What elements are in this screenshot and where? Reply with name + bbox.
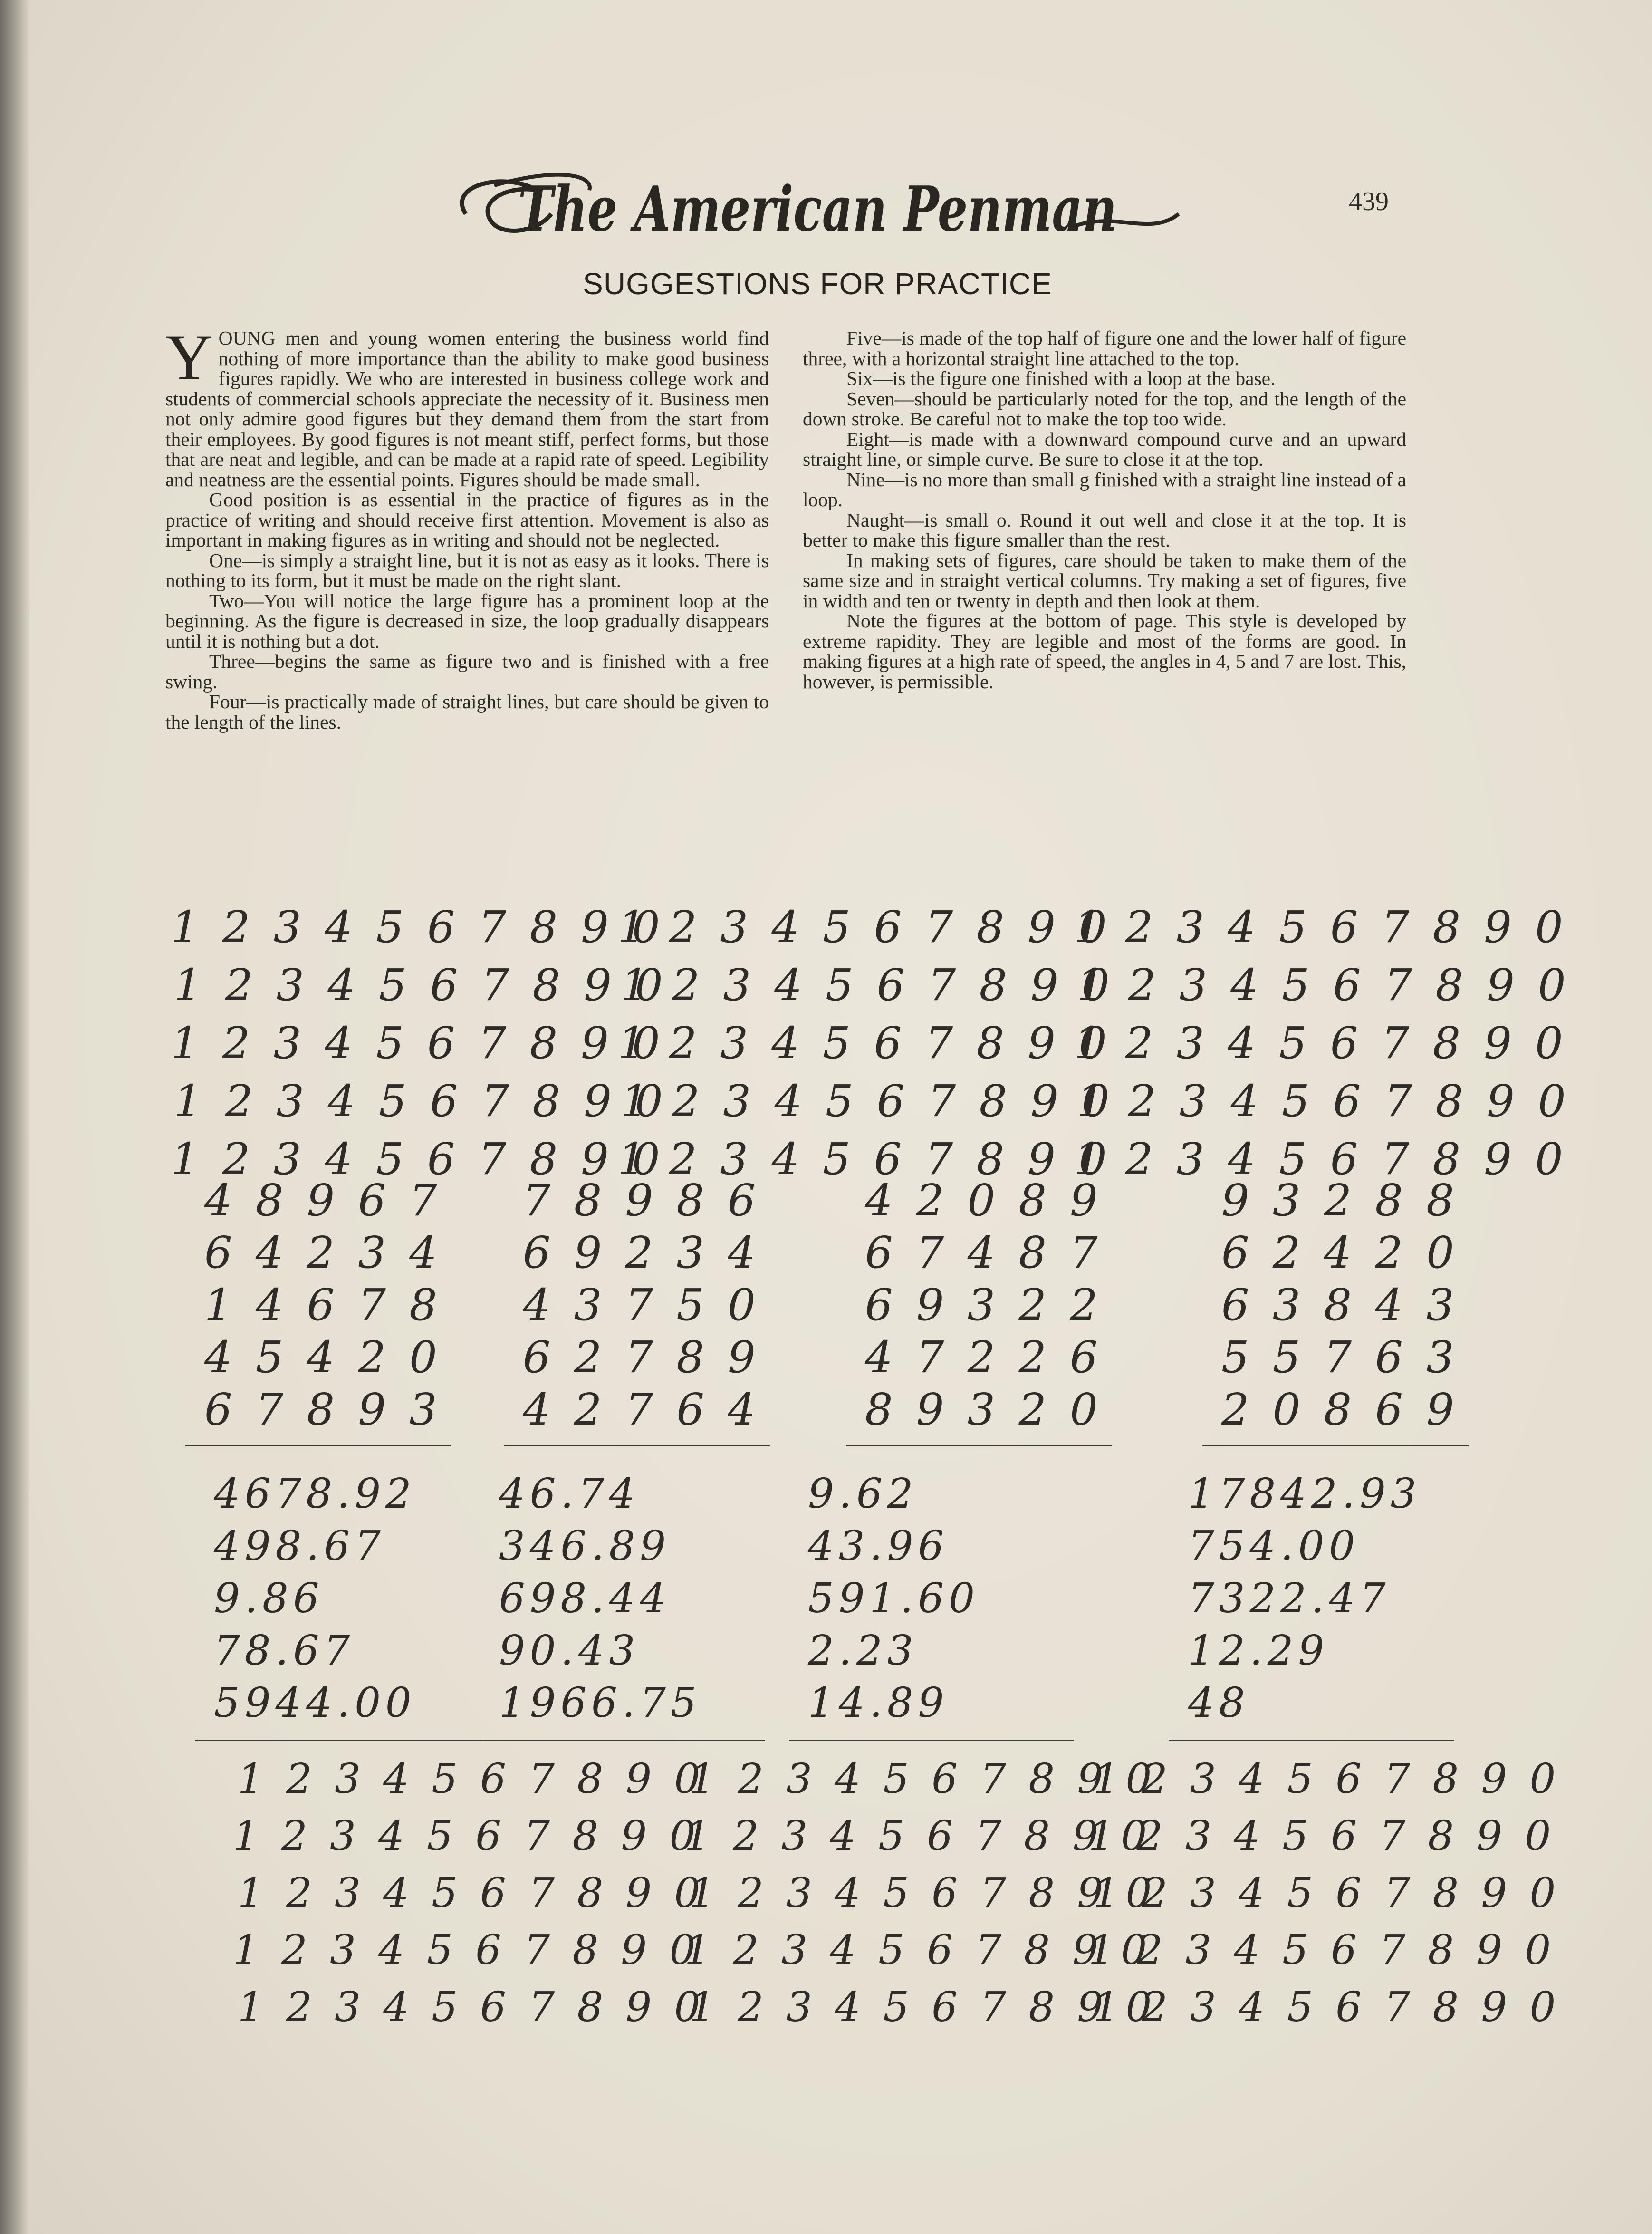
decimal-addend: 498.67 xyxy=(214,1522,385,1570)
sum-underline xyxy=(1202,1445,1469,1446)
addend: 5 5 7 6 3 xyxy=(1221,1332,1459,1383)
addend: 6 7 4 8 7 xyxy=(865,1227,1103,1278)
decimal-addend: 591.60 xyxy=(808,1575,980,1622)
sum-underline xyxy=(846,1445,1112,1446)
paragraph: Nine—is no more than small g finished with a straight line instead of a loop. xyxy=(803,468,1406,510)
addend: 4 8 9 6 7 xyxy=(204,1175,442,1226)
addend: 6 9 3 2 2 xyxy=(865,1280,1103,1330)
digit-row: 1 2 3 4 5 6 7 8 9 0 xyxy=(174,1076,668,1127)
digit-row: 1 2 3 4 5 6 7 8 9 0 xyxy=(1077,1076,1571,1127)
paragraph: Six—is the figure one finished with a loop at the base. xyxy=(846,367,1276,389)
addend: 9 3 2 8 8 xyxy=(1221,1175,1459,1226)
sum-underline xyxy=(480,1740,765,1741)
book-spine xyxy=(0,0,29,2234)
digit-row: 1 2 3 4 5 6 7 8 9 0 xyxy=(618,1018,1112,1069)
addend: 6 9 2 3 4 xyxy=(523,1227,760,1278)
drop-cap: Y xyxy=(165,321,213,394)
addend: 7 8 9 8 6 xyxy=(523,1175,760,1226)
decimal-addend: 17842.93 xyxy=(1188,1470,1421,1518)
rapid-digit-row: 1 2 3 4 5 6 7 8 9 0 xyxy=(684,1812,1152,1860)
sum-underline xyxy=(185,1445,451,1446)
decimal-total: 5944.00 xyxy=(214,1679,416,1727)
digit-row: 1 2 3 4 5 6 7 8 9 0 xyxy=(621,960,1114,1011)
rapid-digit-row: 1 2 3 4 5 6 7 8 9 0 xyxy=(233,1812,701,1860)
digit-row: 1 2 3 4 5 6 7 8 9 0 xyxy=(174,960,668,1011)
addend: 6 3 8 4 3 xyxy=(1221,1280,1459,1330)
sum-total: 8 9 3 2 0 xyxy=(865,1384,1103,1435)
paragraph: One—is simply a straight line, but it is not as easy as it looks. There is nothing to its form, but it must be made on the right slant. xyxy=(165,549,769,591)
addend: 1 4 6 7 8 xyxy=(204,1280,442,1330)
sum-total: 6 7 8 9 3 xyxy=(204,1384,442,1435)
decimal-addend: 12.29 xyxy=(1188,1627,1329,1675)
addend: 6 4 2 3 4 xyxy=(204,1227,442,1278)
masthead-logo xyxy=(437,157,1198,261)
digit-row: 1 2 3 4 5 6 7 8 9 0 xyxy=(171,1134,665,1184)
digit-row: 1 2 3 4 5 6 7 8 9 0 xyxy=(618,902,1112,953)
decimal-addend: 43.96 xyxy=(808,1522,949,1570)
decimal-addend: 2.23 xyxy=(808,1627,918,1675)
small-caps-lead: OUNG xyxy=(218,327,276,349)
decimal-total: 14.89 xyxy=(808,1679,949,1727)
addend: 6 2 7 8 9 xyxy=(523,1332,760,1383)
right-column xyxy=(803,328,1406,692)
rapid-digit-row: 1 2 3 4 5 6 7 8 9 0 xyxy=(1093,1869,1561,1917)
addend: 4 3 7 5 0 xyxy=(523,1280,760,1330)
paragraph: Seven—should be particularly noted for the top, and the length of the down stroke. Be careful not to make the top too wide. xyxy=(803,387,1406,430)
addend: 4 2 0 8 9 xyxy=(865,1175,1103,1226)
rapid-digit-row: 1 2 3 4 5 6 7 8 9 0 xyxy=(238,1984,705,2031)
paragraph: Four—is practically made of straight lines, but care should be given to the length of the lines. xyxy=(165,691,769,733)
paragraph: Three—begins the same as figure two and is finished with a free swing. xyxy=(165,650,769,693)
decimal-addend: 754.00 xyxy=(1188,1522,1360,1570)
decimal-total: 48 xyxy=(1188,1679,1250,1727)
addend: 6 2 4 2 0 xyxy=(1221,1227,1459,1278)
rapid-digit-row: 1 2 3 4 5 6 7 8 9 0 xyxy=(238,1869,705,1917)
sum-underline xyxy=(1169,1740,1454,1741)
sum-underline xyxy=(504,1445,770,1446)
rapid-digit-row: 1 2 3 4 5 6 7 8 9 0 xyxy=(1088,1926,1556,1974)
addend: 4 5 4 2 0 xyxy=(204,1332,442,1383)
decimal-addend: 346.89 xyxy=(499,1522,671,1570)
addend: 4 7 2 2 6 xyxy=(865,1332,1103,1383)
paragraph: Eight—is made with a downward compound curve and an upward straight line, or simple curve. Be sure to close it at the top. xyxy=(803,428,1406,470)
digit-row: 1 2 3 4 5 6 7 8 9 0 xyxy=(171,1018,665,1069)
paragraph: Five—is made of the top half of figure one and the lower half of figure three, with a horizontal straight line attached to the top. xyxy=(803,327,1406,369)
decimal-addend: 4678.92 xyxy=(214,1470,416,1518)
sum-underline xyxy=(195,1740,480,1741)
paragraph-text: men and young women entering the business world find nothing of more importance than the ability to make good business figures rapidly. We who are interested in business college work and students of commercial schools appreciate the necessity of it. Business men not only admire good figures but they demand them from the start from their employees. By good figures is not meant stiff, perfect forms, but those that are neat and legible, and can be made at a rapid rate of speed. Legibility and neatness are the essential points. Figures should be made small. xyxy=(165,327,769,491)
rapid-digit-row: 1 2 3 4 5 6 7 8 9 0 xyxy=(689,1984,1157,2031)
paragraph: Two—You will notice the large figure has a prominent loop at the beginning. As the figure is decreased in size, the loop gradually disappears until it is nothing but a dot. xyxy=(165,589,769,652)
article-title: SUGGESTIONS FOR PRACTICE xyxy=(583,267,1052,301)
page xyxy=(29,0,1652,2234)
rapid-digit-row: 1 2 3 4 5 6 7 8 9 0 xyxy=(233,1926,701,1974)
paragraph: Naught—is small o. Round it out well and close it at the top. It is better to make this figure smaller than the rest. xyxy=(803,509,1406,551)
sum-total: 4 2 7 6 4 xyxy=(523,1384,760,1435)
digit-row: 1 2 3 4 5 6 7 8 9 0 xyxy=(171,902,665,953)
decimal-total: 1966.75 xyxy=(499,1679,701,1727)
decimal-addend: 46.74 xyxy=(499,1470,640,1518)
rapid-digit-row: 1 2 3 4 5 6 7 8 9 0 xyxy=(689,1755,1157,1803)
decimal-addend: 9.62 xyxy=(808,1470,918,1518)
rapid-digit-row: 1 2 3 4 5 6 7 8 9 0 xyxy=(1088,1812,1556,1860)
digit-row: 1 2 3 4 5 6 7 8 9 0 xyxy=(618,1134,1112,1184)
digit-row: 1 2 3 4 5 6 7 8 9 0 xyxy=(1077,960,1571,1011)
digit-row: 1 2 3 4 5 6 7 8 9 0 xyxy=(1074,902,1568,953)
decimal-addend: 90.43 xyxy=(499,1627,640,1675)
rapid-digit-row: 1 2 3 4 5 6 7 8 9 0 xyxy=(1093,1755,1561,1803)
decimal-addend: 7322.47 xyxy=(1188,1575,1391,1622)
decimal-addend: 78.67 xyxy=(214,1627,355,1675)
paragraph xyxy=(165,321,769,491)
left-column xyxy=(165,321,769,733)
paragraph: In making sets of figures, care should be taken to make them of the same size and in straight vertical columns. Try making a set of figures, five in width and ten or twenty in depth and then look at them. xyxy=(803,549,1406,612)
page-number: 439 xyxy=(1349,187,1389,216)
rapid-digit-row: 1 2 3 4 5 6 7 8 9 0 xyxy=(238,1755,705,1803)
sum-total: 2 0 8 6 9 xyxy=(1221,1384,1459,1435)
decimal-addend: 9.86 xyxy=(214,1575,324,1622)
rapid-digit-row: 1 2 3 4 5 6 7 8 9 0 xyxy=(684,1926,1152,1974)
digit-row: 1 2 3 4 5 6 7 8 9 0 xyxy=(1074,1134,1568,1184)
paragraph: Note the figures at the bottom of page. This style is developed by extreme rapidity. They are legible and most of the forms are good. In making figures at a high rate of speed, the angles in 4, 5 and 7 are lost. This, however, is permissible. xyxy=(803,610,1406,693)
digit-row: 1 2 3 4 5 6 7 8 9 0 xyxy=(1074,1018,1568,1069)
rapid-digit-row: 1 2 3 4 5 6 7 8 9 0 xyxy=(689,1869,1157,1917)
digit-row: 1 2 3 4 5 6 7 8 9 0 xyxy=(621,1076,1114,1127)
rapid-digit-row: 1 2 3 4 5 6 7 8 9 0 xyxy=(1093,1984,1561,2031)
paragraph: Good position is as essential in the practice of figures as in the practice of writing and should receive first attention. Movement is also as important in making figures as in writing and should not be neglected. xyxy=(165,489,769,551)
sum-underline xyxy=(789,1740,1074,1741)
masthead-title: The American Penman xyxy=(518,173,1117,245)
decimal-addend: 698.44 xyxy=(499,1575,671,1622)
